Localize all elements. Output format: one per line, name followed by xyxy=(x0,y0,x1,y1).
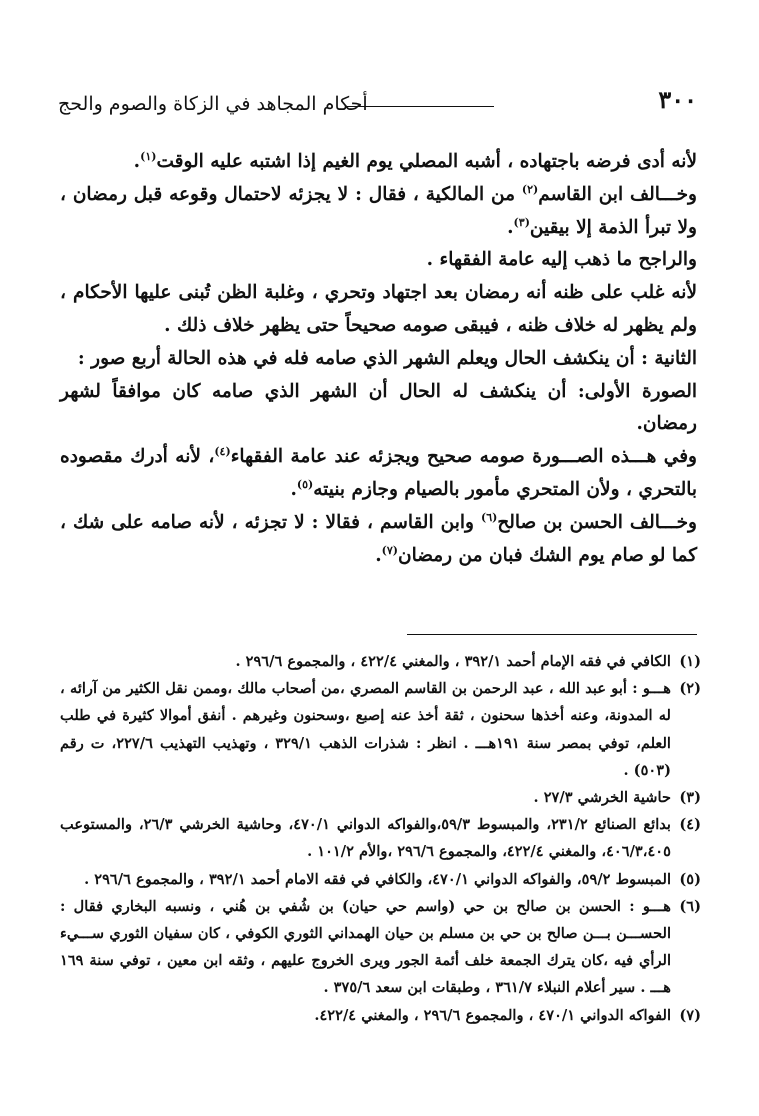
footnote-number: (٣) xyxy=(679,789,701,807)
page-number: ٣٠٠ xyxy=(658,85,697,114)
footnote: (٣) حاشية الخرشي ٢٧/٣ . xyxy=(60,784,701,811)
footnote-separator xyxy=(407,634,697,635)
footnote-ref: (٢) xyxy=(521,182,539,196)
paragraph: والراجح ما ذهب إليه عامة الفقهاء . xyxy=(426,249,697,271)
footnote-ref: (١) xyxy=(140,149,157,163)
footnote: (٢) هـــو : أبو عبد الله ، عبد الرحمن بن القاسم المصري ،من أصحاب مالك ،وممن نقل الكثير من آرائه ، له المدونة، وعنه أخذها سحنون ، ثقة أخذ عنه إصبع ،وسحنون وغيرهم . أنفق أموالا كثيرة في طلب العلم، توفي بمصر سنة ١٩١هـــ . انظر : شذرات الذهب ٣٢٩/١ ، وتهذيب التهذيب ٢٢٧/٦، ت رقم (٥٠٣) . xyxy=(60,675,701,784)
paragraph: الصورة الأولى: أن ينكشف له الحال أن الشهر الذي صامه كان موافقاً لشهر رمضان. xyxy=(60,380,697,435)
page-header xyxy=(58,86,697,122)
footnote-number: (٢) xyxy=(679,680,701,698)
paragraph: لأنه غلب على ظنه أنه رمضان بعد اجتهاد وتحري ، وغلبة الظن تُبنى عليها الأحكام ، ولم يظهر له خلاف ظنه ، فيبقى صومه صحيحاً حتى يظهر خلاف ذلك . xyxy=(60,282,697,336)
footnote: (٥) المبسوط ٥٩/٢، والفواكه الدواني ٤٧٠/١، والكافي في فقه الامام أحمد ٣٩٢/١ ، والمجموع ٢٩٦/٦ . xyxy=(60,866,701,893)
running-title: أحكام المجاهد في الزكاة والصوم والحج xyxy=(58,93,368,115)
footnote: (٧) الفواكه الدواني ٤٧٠/١ ، والمجموع ٢٩٦/٦ ، والمغني ٤٢٢/٤. xyxy=(60,1002,701,1029)
footnote: (٦) هـــو : الحسن بن صالح بن حي (واسم حي حيان) بن شُفي بن هُني ، ونسبه البخاري فقال : الحســـن بـــن صالح بن حي بن مسلم بن حيان الهمداني الثوري الكوفي ، كان سفيان الثوري ســـيء الرأي فيه ،كان يترك الجمعة خلف أئمة الجور ويرى الخروج عليهم ، وثقه ابن معين ، توفي سنة ١٦٩ هـــ . سير أعلام النبلاء ٣٦١/٧ ، وطبقات ابن سعد ٣٧٥/٦ . xyxy=(60,893,701,1002)
footnote: (٤) بدائع الصنائع ٢٣١/٢، والمبسوط ٥٩/٣،والفواكه الدواني ٤٧٠/١، وحاشية الخرشي ٢٦/٣، والمستوعب ٤٠٦/٣،٤٠٥، والمغني ٤٢٢/٤، والمجموع ٢٩٦/٦ ،والأم ١٠١/٢ . xyxy=(60,811,701,865)
footnote-number: (٥) xyxy=(679,870,701,888)
paragraph: لأنه أدى فرضه باجتهاده ، أشبه المصلي يوم الغيم إذا اشتبه عليه الوقت$^{(١)}$. xyxy=(133,149,697,172)
footnote-number: (٤) xyxy=(679,816,701,834)
paragraph: وخـــالف الحسن بن صالح$^{(٦)}$ وابن القاسم ، فقالا : لا تجزئه ، لأنه صامه على شك ، كما لو صام يوم الشك فبان من رمضان$^{(٧)}$. xyxy=(60,510,697,566)
footnote-ref: (٦) xyxy=(480,510,498,524)
footnote: (١) الكافي في فقه الإمام أحمد ٣٩٢/١ ، والمغني ٤٢٢/٤ ، والمجموع ٢٩٦/٦ . xyxy=(60,648,701,675)
footnote-ref: (٤) xyxy=(214,445,231,459)
footnotes xyxy=(60,648,701,1029)
footnote-number: (٦) xyxy=(679,897,701,915)
footnote-number: (١) xyxy=(679,653,701,670)
footnote-ref: (٧) xyxy=(381,543,398,557)
footnote-ref: (٣) xyxy=(513,215,530,229)
header-rule xyxy=(346,106,494,107)
paragraph: الثانية : أن ينكشف الحال ويعلم الشهر الذي صامه فله في هذه الحالة أربع صور : xyxy=(77,347,697,369)
footnote-ref: (٥) xyxy=(296,477,314,491)
main-text xyxy=(60,146,697,572)
paragraph: وفي هـــذه الصـــورة صومه صحيح ويجزئه عند عامة الفقهاء$^{(٤)}$، لأنه أدرك مقصوده بالتحري ، ولأن المتحري مأمور بالصيام وجازم بنيته$^{(٥)}$. xyxy=(60,445,697,500)
footnote-number: (٧) xyxy=(679,1006,701,1024)
paragraph: وخـــالف ابن القاسم$^{(٢)}$ من المالكية ، فقال : لا يجزئه لاحتمال وقوعه قبل رمضان ، ولا تبرأ الذمة إلا بيقين$^{(٣)}$. xyxy=(60,182,697,238)
